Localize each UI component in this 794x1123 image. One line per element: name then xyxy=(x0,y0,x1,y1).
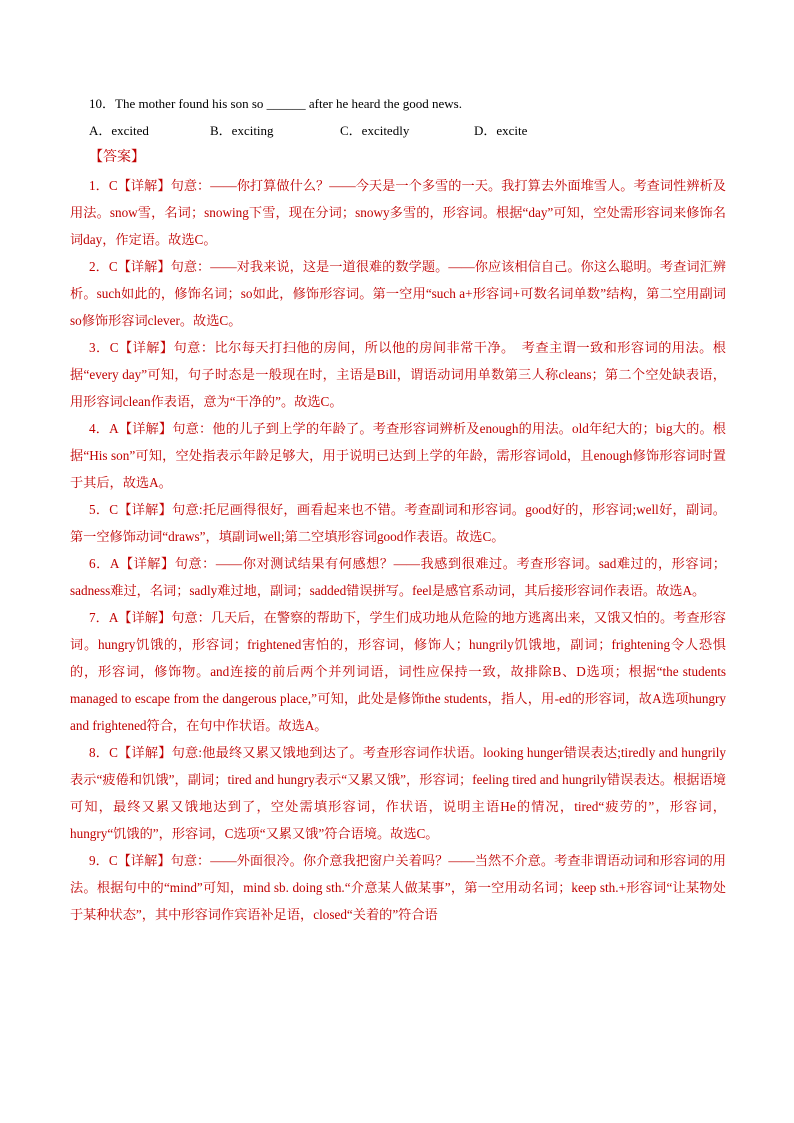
answer-explanations xyxy=(70,172,726,928)
explanation-6: 6．A【详解】句意：——你对测试结果有何感想？——我感到很难过。考查形容词。sad难过的，形容词；sadness难过，名词；sadly难过地，副词；sadded错误拼写。feel是感官系动词，其后接形容词作表语。故选A。 xyxy=(70,556,726,598)
explanation-3: 3．C【详解】句意：比尔每天打扫他的房间，所以他的房间非常干净。 考查主谓一致和形容词的用法。根据“every day”可知，句子时态是一般现在时，主语是Bill，谓语动词用单数第三人称cleans；第二个空处缺表语，用形容词clean作表语，意为“干净的”。故选C。 xyxy=(70,340,726,409)
explanation-7: 7．A【详解】句意：几天后，在警察的帮助下，学生们成功地从危险的地方逃离出来，又饿又怕的。考查形容词。hungry饥饿的，形容词；frightened害怕的，形容词，修饰人；hungrily饥饿地，副词；frightening令人恐惧的，形容词，修饰物。and连接的前后两个并列词语，词性应保持一致，故排除B、D选项；根据“the students managed to escape from the dangerous place,”可知，此处是修饰the students，指人，用-ed的形容词，故A选项hungry and frightened符合，在句中作状语。故选A。 xyxy=(70,610,726,733)
explanation-2: 2．C【详解】句意：——对我来说，这是一道很难的数学题。——你应该相信自己。你这么聪明。考查词汇辨析。such如此的，修饰名词；so如此，修饰形容词。第一空用“such a+形容词+可数名词单数”结构，第二空用副词so修饰形容词clever。故选C。 xyxy=(70,259,726,328)
explanation-1: 1．C【详解】句意：——你打算做什么？——今天是一个多雪的一天。我打算去外面堆雪人。考查词性辨析及用法。snow雪，名词；snowing下雪，现在分词；snowy多雪的，形容词。根据“day”可知，空处需形容词来修饰名词day，作定语。故选C。 xyxy=(70,178,726,247)
question-10-options xyxy=(89,121,729,141)
explanation-8: 8．C【详解】句意:他最终又累又饿地到达了。考查形容词作状语。looking hunger错误表达;tiredly and hungrily表示“疲倦和饥饿”，副词；tired and hungry表示“又累又饿”，形容词；feeling tired and hungrily错误表达。根据语境可知，最终又累又饿地达到了，空处需填形容词，作状语，说明主语He的情况，tired“疲劳的”，形容词，hungry“饥饿的”，形容词，C选项“又累又饿”符合语境。故选C。 xyxy=(70,745,726,841)
explanation-9: 9．C【详解】句意：——外面很冷。你介意我把窗户关着吗？——当然不介意。考查非谓语动词和形容词的用法。根据句中的“mind”可知，mind sb. doing sth.“介意某人做某事”，第一空用动名词；keep sth.+形容词“让某物处于某种状态”，其中形容词作宾语补足语，closed“关着的”符合语 xyxy=(70,853,726,922)
option-d: D．excite xyxy=(474,123,528,138)
option-c: C．excitedly xyxy=(340,123,410,138)
explanation-5: 5．C【详解】句意:托尼画得很好，画看起来也不错。考查副词和形容词。good好的，形容词;well好，副词。第一空修饰动词“draws”，填副词well;第二空填形容词good作表语。故选C。 xyxy=(70,502,726,544)
option-a: A．excited xyxy=(89,123,149,138)
option-b: B．exciting xyxy=(210,123,274,138)
answer-header: 【答案】 xyxy=(89,150,145,165)
explanation-4: 4．A【详解】句意：他的儿子到上学的年龄了。考查形容词辨析及enough的用法。old年纪大的；big大的。根据“His son”可知，空处指表示年龄足够大，用于说明已达到上学的年龄，需形容词old，且enough修饰形容词时置于其后，故选A。 xyxy=(70,421,726,490)
question-10: 10．The mother found his son so ______ after he heard the good news. xyxy=(89,96,462,111)
